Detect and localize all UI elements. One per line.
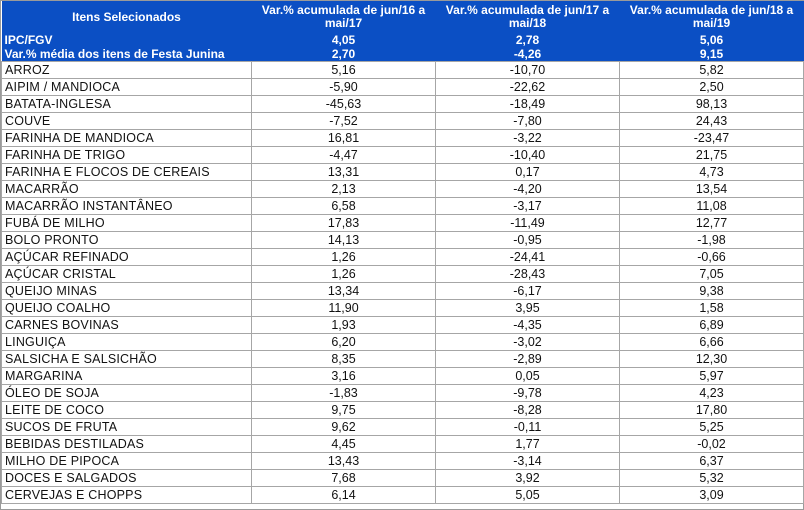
table-row — [2, 266, 804, 283]
variation-value-cell: 2,13 — [252, 181, 436, 198]
item-name-cell: MACARRÃO INSTANTÂNEO — [2, 198, 252, 215]
variation-value-cell: 3,95 — [436, 300, 620, 317]
variation-value-cell: -8,28 — [436, 402, 620, 419]
table-row — [2, 334, 804, 351]
table-row — [2, 249, 804, 266]
variation-value-cell: 12,77 — [620, 215, 804, 232]
variation-value-cell: -4,47 — [252, 147, 436, 164]
item-name-cell: QUEIJO MINAS — [2, 283, 252, 300]
variation-value-cell: -45,63 — [252, 96, 436, 113]
variation-value-cell: -24,41 — [436, 249, 620, 266]
variation-value-cell: 3,09 — [620, 487, 804, 504]
variation-value-cell: 6,20 — [252, 334, 436, 351]
variation-value-cell: 5,32 — [620, 470, 804, 487]
variation-value-cell: -0,11 — [436, 419, 620, 436]
table-row — [2, 96, 804, 113]
variation-value-cell: -28,43 — [436, 266, 620, 283]
item-name-cell: AÇÚCAR CRISTAL — [2, 266, 252, 283]
variation-value-cell: 17,83 — [252, 215, 436, 232]
index-row-ipc — [2, 33, 804, 47]
variation-value-cell: 6,66 — [620, 334, 804, 351]
table-row — [2, 79, 804, 96]
column-header-period-2: Var.% acumulada de jun/17 a mai/18 — [436, 1, 620, 33]
item-name-cell: QUEIJO COALHO — [2, 300, 252, 317]
variation-value-cell: -0,66 — [620, 249, 804, 266]
index-value: 2,78 — [436, 33, 620, 47]
variation-value-cell: 13,54 — [620, 181, 804, 198]
variation-value-cell: 4,45 — [252, 436, 436, 453]
variation-value-cell: 6,14 — [252, 487, 436, 504]
table-row — [2, 436, 804, 453]
variation-value-cell: -6,17 — [436, 283, 620, 300]
table-row — [2, 470, 804, 487]
variation-value-cell: 6,58 — [252, 198, 436, 215]
variation-value-cell: 4,73 — [620, 164, 804, 181]
variation-value-cell: 11,90 — [252, 300, 436, 317]
table-row — [2, 487, 804, 504]
variation-value-cell: -1,98 — [620, 232, 804, 249]
index-value: 9,15 — [620, 47, 804, 62]
variation-value-cell: -4,20 — [436, 181, 620, 198]
variation-value-cell: -3,02 — [436, 334, 620, 351]
variation-value-cell: 3,16 — [252, 368, 436, 385]
variation-value-cell: 9,38 — [620, 283, 804, 300]
index-value: 5,06 — [620, 33, 804, 47]
item-name-cell: CERVEJAS E CHOPPS — [2, 487, 252, 504]
variation-value-cell: 12,30 — [620, 351, 804, 368]
table-row — [2, 368, 804, 385]
variation-value-cell: -3,22 — [436, 130, 620, 147]
variation-value-cell: -4,35 — [436, 317, 620, 334]
item-name-cell: FARINHA DE MANDIOCA — [2, 130, 252, 147]
index-label: IPC/FGV — [2, 33, 252, 47]
table-row — [2, 62, 804, 79]
table-row — [2, 402, 804, 419]
variation-value-cell: -3,14 — [436, 453, 620, 470]
variation-value-cell: -7,52 — [252, 113, 436, 130]
variation-value-cell: 1,77 — [436, 436, 620, 453]
variation-value-cell: -0,95 — [436, 232, 620, 249]
table-row — [2, 198, 804, 215]
variation-value-cell: -3,17 — [436, 198, 620, 215]
variation-value-cell: -10,40 — [436, 147, 620, 164]
variation-value-cell: 1,26 — [252, 266, 436, 283]
variation-value-cell: 5,05 — [436, 487, 620, 504]
table-row — [2, 419, 804, 436]
variation-value-cell: 9,75 — [252, 402, 436, 419]
variation-value-cell: 0,05 — [436, 368, 620, 385]
index-label: Var.% média dos itens de Festa Junina — [2, 47, 252, 62]
item-name-cell: COUVE — [2, 113, 252, 130]
table-row — [2, 215, 804, 232]
variation-value-cell: -9,78 — [436, 385, 620, 402]
variation-value-cell: 21,75 — [620, 147, 804, 164]
variation-value-cell: 13,31 — [252, 164, 436, 181]
table-row — [2, 351, 804, 368]
variation-value-cell: 13,34 — [252, 283, 436, 300]
item-name-cell: DOCES E SALGADOS — [2, 470, 252, 487]
variation-value-cell: 4,23 — [620, 385, 804, 402]
header-title: Itens Selecionados — [2, 1, 252, 33]
variation-value-cell: -23,47 — [620, 130, 804, 147]
item-name-cell: MILHO DE PIPOCA — [2, 453, 252, 470]
column-header-period-3: Var.% acumulada de jun/18 a mai/19 — [620, 1, 804, 33]
item-name-cell: SUCOS DE FRUTA — [2, 419, 252, 436]
table-row — [2, 453, 804, 470]
variation-value-cell: -7,80 — [436, 113, 620, 130]
variation-value-cell: 5,82 — [620, 62, 804, 79]
variation-value-cell: -1,83 — [252, 385, 436, 402]
variation-value-cell: 7,68 — [252, 470, 436, 487]
item-name-cell: FARINHA DE TRIGO — [2, 147, 252, 164]
table-row — [2, 113, 804, 130]
table-row — [2, 147, 804, 164]
price-variation-table — [1, 1, 804, 504]
item-name-cell: FARINHA E FLOCOS DE CEREAIS — [2, 164, 252, 181]
variation-value-cell: -0,02 — [620, 436, 804, 453]
item-name-cell: AIPIM / MANDIOCA — [2, 79, 252, 96]
variation-value-cell: 24,43 — [620, 113, 804, 130]
variation-value-cell: 6,37 — [620, 453, 804, 470]
variation-value-cell: 16,81 — [252, 130, 436, 147]
item-name-cell: CARNES BOVINAS — [2, 317, 252, 334]
variation-value-cell: 13,43 — [252, 453, 436, 470]
column-header-period-1: Var.% acumulada de jun/16 a mai/17 — [252, 1, 436, 33]
item-name-cell: SALSICHA E SALSICHÃO — [2, 351, 252, 368]
variation-value-cell: -10,70 — [436, 62, 620, 79]
table-row — [2, 130, 804, 147]
table-row — [2, 232, 804, 249]
item-name-cell: MACARRÃO — [2, 181, 252, 198]
table-header — [2, 1, 804, 62]
variation-value-cell: 8,35 — [252, 351, 436, 368]
item-name-cell: AÇÚCAR REFINADO — [2, 249, 252, 266]
variation-value-cell: -11,49 — [436, 215, 620, 232]
table-row — [2, 283, 804, 300]
item-name-cell: BOLO PRONTO — [2, 232, 252, 249]
item-name-cell: ARROZ — [2, 62, 252, 79]
variation-value-cell: 1,26 — [252, 249, 436, 266]
item-name-cell: BATATA-INGLESA — [2, 96, 252, 113]
table-row — [2, 300, 804, 317]
header-row — [2, 1, 804, 33]
table-row — [2, 385, 804, 402]
table-row — [2, 317, 804, 334]
variation-value-cell: 2,50 — [620, 79, 804, 96]
variation-value-cell: 9,62 — [252, 419, 436, 436]
variation-value-cell: -22,62 — [436, 79, 620, 96]
variation-value-cell: 1,58 — [620, 300, 804, 317]
table-body — [2, 62, 804, 504]
index-row-festa-junina — [2, 47, 804, 62]
variation-value-cell: 6,89 — [620, 317, 804, 334]
variation-value-cell: -5,90 — [252, 79, 436, 96]
item-name-cell: ÓLEO DE SOJA — [2, 385, 252, 402]
variation-value-cell: 17,80 — [620, 402, 804, 419]
variation-value-cell: 5,97 — [620, 368, 804, 385]
variation-value-cell: 0,17 — [436, 164, 620, 181]
item-name-cell: MARGARINA — [2, 368, 252, 385]
variation-value-cell: 3,92 — [436, 470, 620, 487]
index-value: -4,26 — [436, 47, 620, 62]
variation-value-cell: 1,93 — [252, 317, 436, 334]
variation-value-cell: -2,89 — [436, 351, 620, 368]
item-name-cell: LINGUIÇA — [2, 334, 252, 351]
variation-value-cell: -18,49 — [436, 96, 620, 113]
index-value: 4,05 — [252, 33, 436, 47]
variation-value-cell: 5,25 — [620, 419, 804, 436]
variation-value-cell: 11,08 — [620, 198, 804, 215]
variation-value-cell: 7,05 — [620, 266, 804, 283]
table-row — [2, 164, 804, 181]
variation-value-cell: 5,16 — [252, 62, 436, 79]
item-name-cell: BEBIDAS DESTILADAS — [2, 436, 252, 453]
table-row — [2, 181, 804, 198]
item-name-cell: LEITE DE COCO — [2, 402, 252, 419]
variation-value-cell: 14,13 — [252, 232, 436, 249]
item-name-cell: FUBÁ DE MILHO — [2, 215, 252, 232]
index-value: 2,70 — [252, 47, 436, 62]
variation-value-cell: 98,13 — [620, 96, 804, 113]
